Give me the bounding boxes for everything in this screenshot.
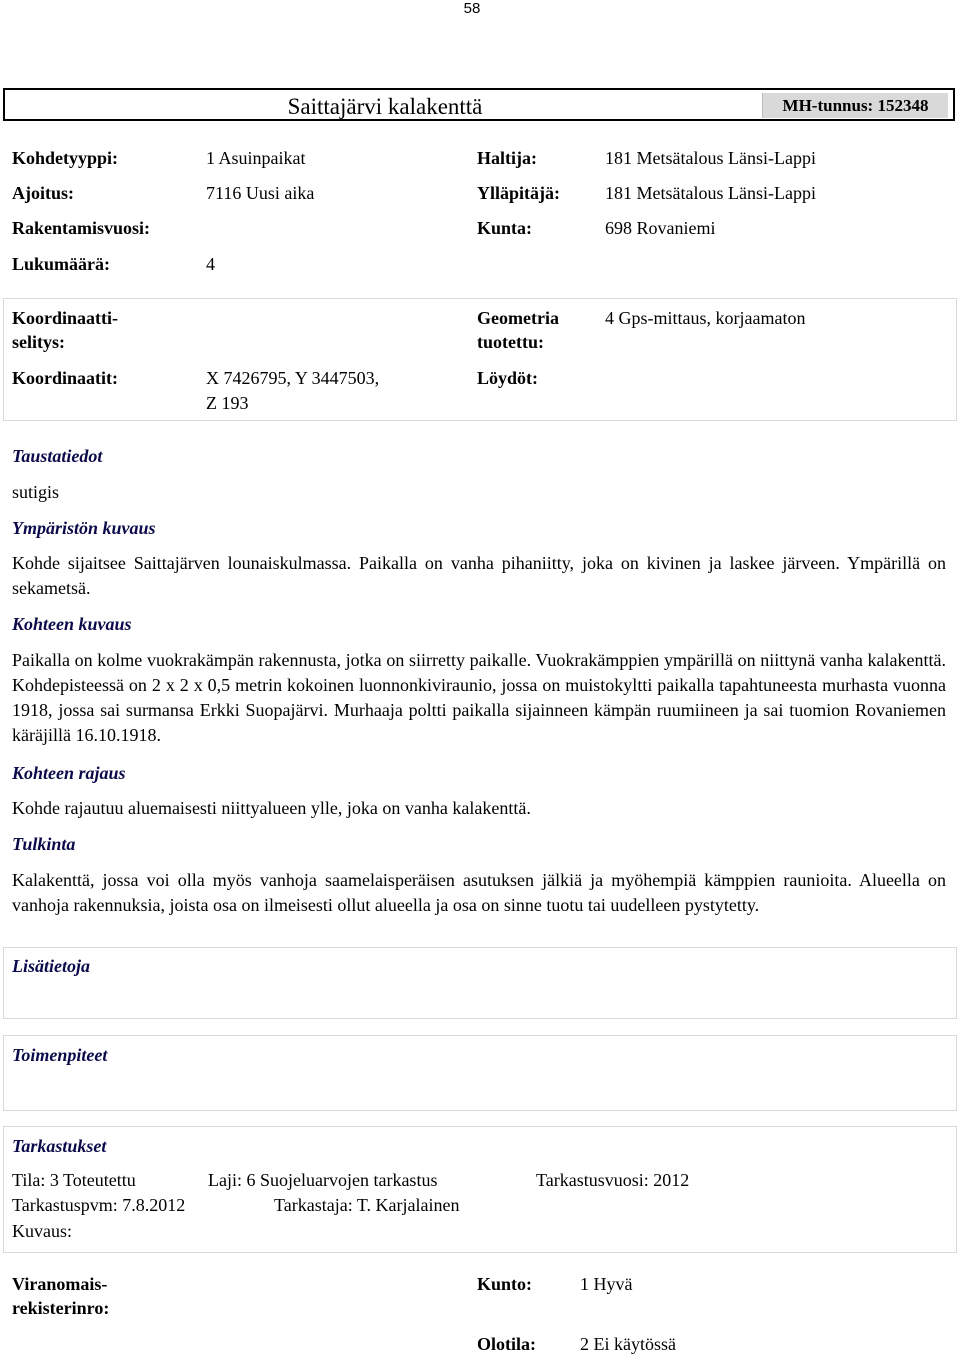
tulkinta-heading: Tulkinta bbox=[12, 834, 76, 854]
kunta-value: 698 Rovaniemi bbox=[605, 218, 716, 238]
haltija-label: Haltija: bbox=[477, 148, 537, 168]
kunto-value: 1 Hyvä bbox=[580, 1274, 633, 1294]
loydot-label: Löydöt: bbox=[477, 368, 539, 388]
lukumaara-value: 4 bbox=[206, 254, 215, 274]
ajoitus-label: Ajoitus: bbox=[12, 183, 74, 203]
geometria-label-1: Geometria bbox=[477, 308, 559, 328]
geometria-value: 4 Gps-mittaus, korjaamaton bbox=[605, 308, 806, 328]
mh-id-badge: MH-tunnus: 152348 bbox=[762, 93, 948, 118]
geometria-label-2: tuotettu: bbox=[477, 332, 544, 352]
kohteen-kuvaus-heading: Kohteen kuvaus bbox=[12, 614, 132, 634]
viranomais-label-1: Viranomais- bbox=[12, 1274, 108, 1294]
tarkastukset-heading: Tarkastukset bbox=[12, 1136, 107, 1156]
toimenpiteet-heading: Toimenpiteet bbox=[12, 1045, 108, 1065]
yllapitaja-label: Ylläpitäjä: bbox=[477, 183, 560, 203]
tarkastaja: Tarkastaja: T. Karjalainen bbox=[274, 1195, 460, 1215]
lukumaara-label: Lukumäärä: bbox=[12, 254, 111, 274]
tulkinta-text: Kalakenttä, jossa voi olla myös vanhoja saamelaisperäisen asutuksen jälkiä ja myöhempiä kämppien raunioita. Alueella on vanhoja rakennuksia, joista osa on ilmeisesti ollut alueella ja osa on sinne tuotu tai uudelleen pystytetty. bbox=[12, 870, 946, 915]
kohteen-kuvaus-text: Paikalla on kolme vuokrakämpän rakennusta, jotka on siirretty paikalle. Vuokrakämppien ympärillä on niittynä vanha kalakenttä. Kohdepisteessä on 2 x 2 x 0,5 metrin kokoinen luonnonkiviraunio, jossa on muistokyltti paikalla tapahtuneesta murhasta vuonna 1918, jossa sai surmansa Erkki Suopajärvi. Murhaaja poltti paikalla sijainneen kämpän ruumiineen ja sai tuomion Rovaniemen käräjillä 16.10.1918. bbox=[12, 650, 946, 745]
ymparisto-text: Kohde sijaitsee Saittajärven lounaiskulmassa. Paikalla on vanha pihaniitty, joka on kivinen ja laskee järveen. Ympärillä on sekametsä. bbox=[12, 553, 946, 598]
tarkastus-pvm: Tarkastuspvm: 7.8.2012 bbox=[12, 1195, 186, 1215]
taustatiedot-heading: Taustatiedot bbox=[12, 446, 103, 466]
rajaus-text: Kohde rajautuu aluemaisesti niittyalueen ylle, joka on vanha kalakenttä. bbox=[12, 798, 531, 818]
lisatietoja-box bbox=[3, 947, 957, 1019]
rakentamisvuosi-label: Rakentamisvuosi: bbox=[12, 218, 151, 238]
viranomais-label-2: rekisterinro: bbox=[12, 1298, 110, 1318]
tarkastus-laji: Laji: 6 Suojeluarvojen tarkastus bbox=[208, 1170, 438, 1190]
page-number: 58 bbox=[463, 0, 481, 17]
koordinaattiselitys-label-1: Koordinaatti- bbox=[12, 308, 118, 328]
olotila-label: Olotila: bbox=[477, 1334, 536, 1354]
koordinaatit-value-line-2: Z 193 bbox=[206, 393, 249, 413]
taustatiedot-text: sutigis bbox=[12, 482, 60, 502]
kunta-label: Kunta: bbox=[477, 218, 533, 238]
koordinaatit-value-line-1: X 7426795, Y 3447503, bbox=[206, 368, 380, 388]
haltija-value: 181 Metsätalous Länsi-Lappi bbox=[605, 148, 816, 168]
ymparisto-heading: Ympäristön kuvaus bbox=[12, 518, 156, 538]
title-bar bbox=[3, 88, 955, 121]
kohdetyyppi-value: 1 Asuinpaikat bbox=[206, 148, 306, 168]
yllapitaja-value: 181 Metsätalous Länsi-Lappi bbox=[605, 183, 816, 203]
page-title: Saittajärvi kalakenttä bbox=[287, 94, 483, 119]
tarkastus-tila: Tila: 3 Toteutettu bbox=[12, 1170, 136, 1190]
olotila-value: 2 Ei käytössä bbox=[580, 1334, 676, 1354]
toimenpiteet-box bbox=[3, 1035, 957, 1111]
lisatietoja-heading: Lisätietoja bbox=[12, 956, 90, 976]
tarkastus-vuosi: Tarkastusvuosi: 2012 bbox=[536, 1170, 690, 1190]
tarkastus-kuvaus: Kuvaus: bbox=[12, 1221, 72, 1241]
ajoitus-value: 7116 Uusi aika bbox=[206, 183, 315, 203]
tarkastukset-box bbox=[3, 1126, 957, 1253]
rajaus-heading: Kohteen rajaus bbox=[12, 763, 126, 783]
koordinaattiselitys-label-2: selitys: bbox=[12, 332, 65, 352]
kunto-label: Kunto: bbox=[477, 1274, 533, 1294]
kohdetyyppi-label: Kohdetyyppi: bbox=[12, 148, 119, 168]
koordinaatit-label: Koordinaatit: bbox=[12, 368, 118, 388]
